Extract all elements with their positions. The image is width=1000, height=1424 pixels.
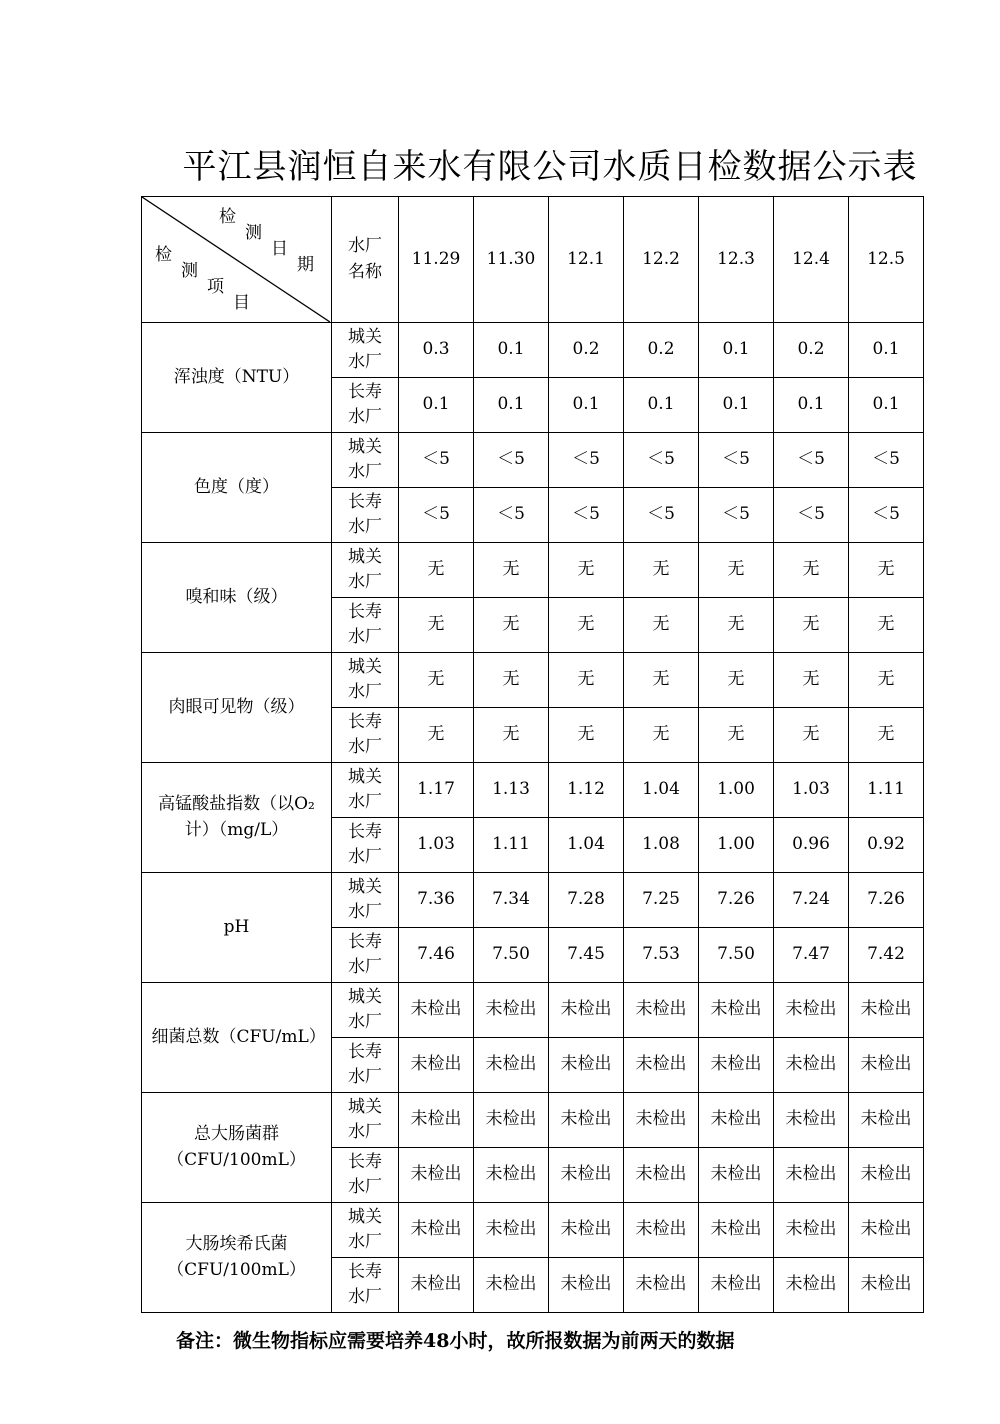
date-header-2: 12.1 — [549, 197, 624, 323]
value-cell: ＜5 — [624, 433, 699, 488]
value-cell: 未检出 — [474, 1038, 549, 1093]
value-cell: 无 — [624, 598, 699, 653]
test-item-name: 浑浊度（NTU） — [142, 323, 332, 433]
value-cell: 未检出 — [399, 1038, 474, 1093]
header-row — [142, 197, 924, 323]
value-cell: 无 — [774, 543, 849, 598]
value-cell: ＜5 — [849, 488, 924, 543]
value-cell: 未检出 — [399, 1148, 474, 1203]
value-cell: 7.36 — [399, 873, 474, 928]
value-cell: 7.26 — [849, 873, 924, 928]
value-cell: 0.1 — [774, 378, 849, 433]
value-cell: 0.3 — [399, 323, 474, 378]
value-cell: 未检出 — [849, 1258, 924, 1313]
value-cell: 未检出 — [399, 1093, 474, 1148]
date-header-4: 12.3 — [699, 197, 774, 323]
plant-name: 城关水厂 — [332, 983, 399, 1038]
test-item-name: 色度（度） — [142, 433, 332, 543]
date-header-6: 12.5 — [849, 197, 924, 323]
value-cell: 0.1 — [474, 323, 549, 378]
value-cell: 无 — [699, 543, 774, 598]
plant-name: 城关水厂 — [332, 873, 399, 928]
value-cell: 未检出 — [549, 1203, 624, 1258]
value-cell: 未检出 — [474, 1148, 549, 1203]
value-cell: 无 — [549, 708, 624, 763]
value-cell: 未检出 — [849, 1148, 924, 1203]
value-cell: 未检出 — [849, 1038, 924, 1093]
plant-name: 长寿水厂 — [332, 1148, 399, 1203]
value-cell: ＜5 — [549, 433, 624, 488]
value-cell: 1.03 — [774, 763, 849, 818]
value-cell: 0.2 — [549, 323, 624, 378]
value-cell: ＜5 — [624, 488, 699, 543]
table-row — [142, 763, 924, 818]
value-cell: 未检出 — [624, 1148, 699, 1203]
value-cell: 7.47 — [774, 928, 849, 983]
value-cell: 无 — [399, 708, 474, 763]
date-header-3: 12.2 — [624, 197, 699, 323]
value-cell: 1.17 — [399, 763, 474, 818]
test-item-name: 高锰酸盐指数（以O₂计）（mg/L） — [142, 763, 332, 873]
date-header-5: 12.4 — [774, 197, 849, 323]
value-cell: 无 — [549, 598, 624, 653]
value-cell: ＜5 — [774, 488, 849, 543]
value-cell: 0.1 — [549, 378, 624, 433]
value-cell: 无 — [624, 543, 699, 598]
value-cell: 7.28 — [549, 873, 624, 928]
table-row — [142, 873, 924, 928]
value-cell: 无 — [849, 598, 924, 653]
value-cell: 未检出 — [549, 983, 624, 1038]
value-cell: 7.50 — [474, 928, 549, 983]
value-cell: 0.96 — [774, 818, 849, 873]
value-cell: 无 — [549, 543, 624, 598]
value-cell: 7.26 — [699, 873, 774, 928]
value-cell: 未检出 — [774, 1258, 849, 1313]
value-cell: 无 — [849, 708, 924, 763]
corner-top-char: 检 — [219, 207, 236, 227]
value-cell: 未检出 — [624, 1203, 699, 1258]
value-cell: 1.12 — [549, 763, 624, 818]
page-title: 平江县润恒自来水有限公司水质日检数据公示表 — [182, 147, 918, 187]
value-cell: ＜5 — [474, 433, 549, 488]
value-cell: 无 — [699, 598, 774, 653]
value-cell: 0.1 — [699, 378, 774, 433]
value-cell: 未检出 — [774, 1203, 849, 1258]
value-cell: 0.92 — [849, 818, 924, 873]
value-cell: 无 — [474, 543, 549, 598]
date-header-0: 11.29 — [399, 197, 474, 323]
corner-top-char: 期 — [297, 255, 314, 275]
corner-top-char: 日 — [271, 239, 288, 259]
value-cell: 未检出 — [699, 1258, 774, 1313]
value-cell: 无 — [774, 653, 849, 708]
value-cell: 1.00 — [699, 763, 774, 818]
corner-bottom-char: 检 — [155, 245, 172, 265]
water-quality-table — [141, 196, 924, 1313]
value-cell: 无 — [474, 708, 549, 763]
table-row — [142, 653, 924, 708]
value-cell: 无 — [399, 598, 474, 653]
corner-top-char: 测 — [245, 223, 262, 243]
diagonal-header — [142, 197, 330, 322]
value-cell: ＜5 — [474, 488, 549, 543]
value-cell: 未检出 — [849, 1093, 924, 1148]
footnote: 备注：微生物指标应需要培养48小时，故所报数据为前两天的数据 — [176, 1330, 735, 1352]
value-cell: 未检出 — [699, 983, 774, 1038]
value-cell: 未检出 — [774, 1093, 849, 1148]
value-cell: 未检出 — [399, 1258, 474, 1313]
plant-name: 长寿水厂 — [332, 818, 399, 873]
value-cell: 0.1 — [699, 323, 774, 378]
value-cell: 未检出 — [849, 983, 924, 1038]
value-cell: 未检出 — [474, 1093, 549, 1148]
value-cell: 无 — [474, 653, 549, 708]
value-cell: 7.50 — [699, 928, 774, 983]
value-cell: 未检出 — [474, 983, 549, 1038]
value-cell: 未检出 — [699, 1203, 774, 1258]
corner-bottom-char: 目 — [233, 293, 250, 313]
value-cell: ＜5 — [699, 433, 774, 488]
value-cell: 未检出 — [774, 1148, 849, 1203]
plant-name: 长寿水厂 — [332, 1038, 399, 1093]
plant-name: 长寿水厂 — [332, 378, 399, 433]
value-cell: 未检出 — [549, 1038, 624, 1093]
value-cell: ＜5 — [699, 488, 774, 543]
value-cell: 未检出 — [474, 1258, 549, 1313]
value-cell: 0.1 — [849, 378, 924, 433]
value-cell: 未检出 — [624, 1258, 699, 1313]
value-cell: 未检出 — [699, 1148, 774, 1203]
value-cell: 无 — [774, 708, 849, 763]
value-cell: 1.03 — [399, 818, 474, 873]
value-cell: ＜5 — [849, 433, 924, 488]
plant-name: 长寿水厂 — [332, 598, 399, 653]
plant-name: 城关水厂 — [332, 433, 399, 488]
value-cell: 0.2 — [624, 323, 699, 378]
value-cell: 0.1 — [849, 323, 924, 378]
plant-name: 长寿水厂 — [332, 488, 399, 543]
value-cell: 未检出 — [549, 1093, 624, 1148]
plant-name: 城关水厂 — [332, 653, 399, 708]
value-cell: 未检出 — [774, 983, 849, 1038]
value-cell: 未检出 — [474, 1203, 549, 1258]
plant-name: 城关水厂 — [332, 763, 399, 818]
plant-name: 长寿水厂 — [332, 708, 399, 763]
value-cell: 未检出 — [699, 1038, 774, 1093]
table-row — [142, 323, 924, 378]
test-item-name: 总大肠菌群（CFU/100mL） — [142, 1093, 332, 1203]
value-cell: ＜5 — [549, 488, 624, 543]
date-header-1: 11.30 — [474, 197, 549, 323]
plant-name: 长寿水厂 — [332, 928, 399, 983]
value-cell: 无 — [474, 598, 549, 653]
value-cell: 未检出 — [549, 1148, 624, 1203]
value-cell: 0.2 — [774, 323, 849, 378]
table-row — [142, 433, 924, 488]
value-cell: 未检出 — [849, 1203, 924, 1258]
test-item-name: pH — [142, 873, 332, 983]
value-cell: 未检出 — [399, 1203, 474, 1258]
table-row — [142, 983, 924, 1038]
test-item-name: 大肠埃希氏菌（CFU/100mL） — [142, 1203, 332, 1313]
value-cell: 无 — [549, 653, 624, 708]
value-cell: 无 — [774, 598, 849, 653]
value-cell: 7.24 — [774, 873, 849, 928]
plant-name-header: 水厂名称 — [332, 197, 399, 323]
corner-bottom-char: 测 — [181, 261, 198, 281]
plant-name: 城关水厂 — [332, 1203, 399, 1258]
value-cell: 无 — [699, 708, 774, 763]
value-cell: 未检出 — [699, 1093, 774, 1148]
value-cell: 无 — [399, 653, 474, 708]
value-cell: 未检出 — [624, 1038, 699, 1093]
value-cell: 未检出 — [624, 983, 699, 1038]
value-cell: ＜5 — [399, 433, 474, 488]
value-cell: 未检出 — [624, 1093, 699, 1148]
value-cell: 7.34 — [474, 873, 549, 928]
value-cell: 1.08 — [624, 818, 699, 873]
value-cell: 无 — [849, 543, 924, 598]
test-item-name: 嗅和味（级） — [142, 543, 332, 653]
value-cell: 无 — [849, 653, 924, 708]
value-cell: 0.1 — [474, 378, 549, 433]
value-cell: 1.04 — [549, 818, 624, 873]
value-cell: 1.11 — [849, 763, 924, 818]
plant-name: 长寿水厂 — [332, 1258, 399, 1313]
value-cell: 无 — [399, 543, 474, 598]
value-cell: 0.1 — [624, 378, 699, 433]
value-cell: 未检出 — [774, 1038, 849, 1093]
value-cell: 7.45 — [549, 928, 624, 983]
value-cell: 1.04 — [624, 763, 699, 818]
value-cell: ＜5 — [774, 433, 849, 488]
value-cell: 7.46 — [399, 928, 474, 983]
value-cell: 0.1 — [399, 378, 474, 433]
plant-name: 城关水厂 — [332, 543, 399, 598]
table-row — [142, 543, 924, 598]
test-item-name: 细菌总数（CFU/mL） — [142, 983, 332, 1093]
table-row — [142, 1093, 924, 1148]
value-cell: 1.00 — [699, 818, 774, 873]
corner-header-cell — [142, 197, 332, 323]
plant-name: 城关水厂 — [332, 323, 399, 378]
value-cell: 7.42 — [849, 928, 924, 983]
value-cell: 1.13 — [474, 763, 549, 818]
value-cell: 未检出 — [399, 983, 474, 1038]
value-cell: 未检出 — [549, 1258, 624, 1313]
value-cell: 无 — [624, 653, 699, 708]
test-item-name: 肉眼可见物（级） — [142, 653, 332, 763]
plant-name: 城关水厂 — [332, 1093, 399, 1148]
value-cell: 7.25 — [624, 873, 699, 928]
table-row — [142, 1203, 924, 1258]
corner-bottom-char: 项 — [207, 277, 224, 297]
value-cell: ＜5 — [399, 488, 474, 543]
value-cell: 1.11 — [474, 818, 549, 873]
value-cell: 无 — [699, 653, 774, 708]
value-cell: 无 — [624, 708, 699, 763]
value-cell: 7.53 — [624, 928, 699, 983]
